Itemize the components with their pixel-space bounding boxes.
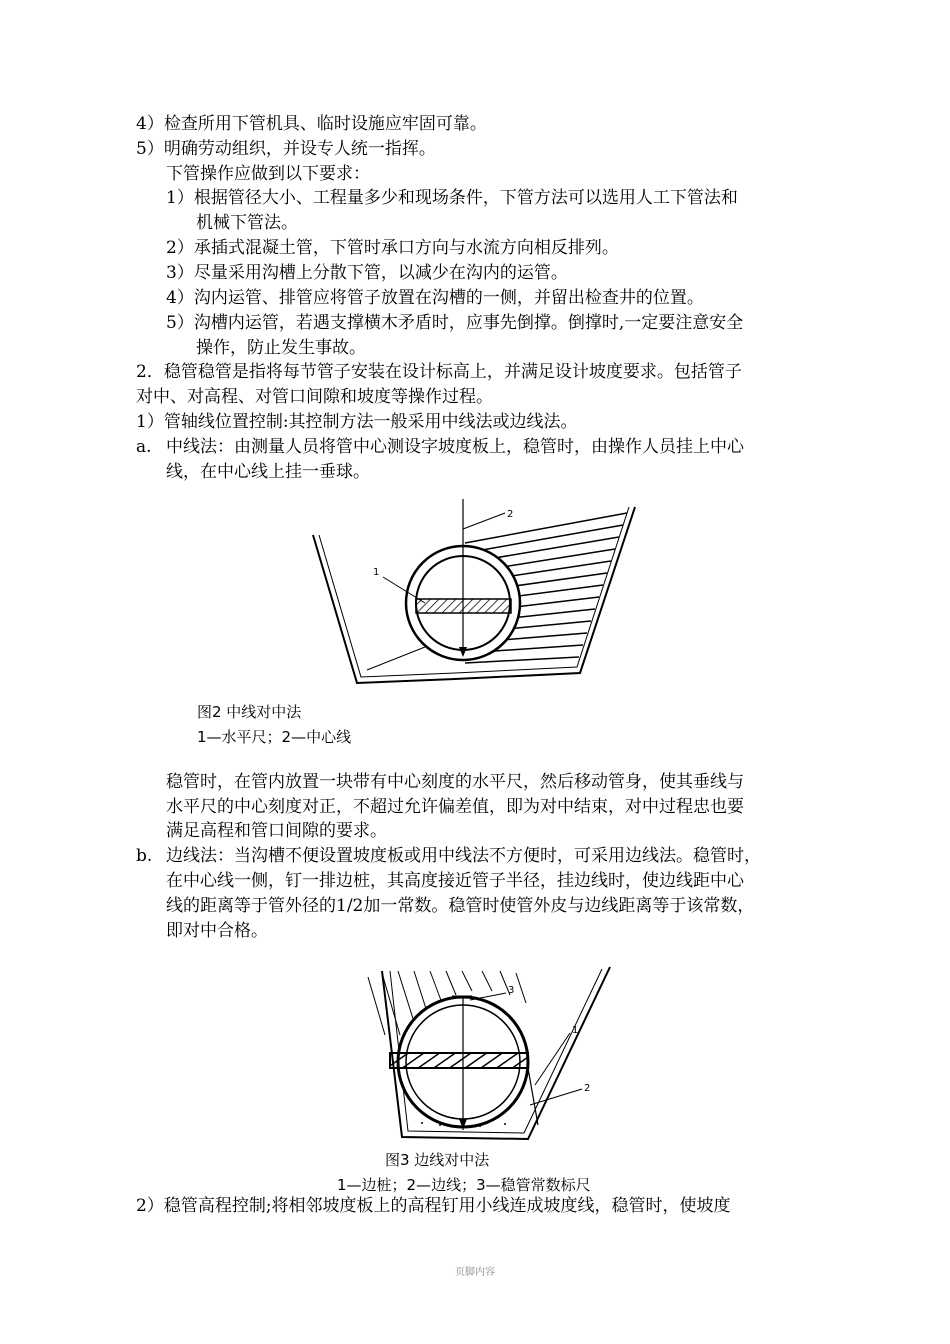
figure-2-diagram	[305, 495, 645, 705]
list-marker-a: a.	[136, 437, 152, 457]
list-marker-b: b.	[136, 846, 153, 866]
figure-3-label-3: 3	[508, 985, 515, 996]
text-line-18: 满足高程和管口间隙的要求。	[166, 821, 387, 841]
text-line-14: 中线法：由测量人员将管中心测设字坡度板上，稳管时，由操作人员挂上中心	[166, 437, 744, 457]
figure-3-label-1: 1	[572, 1025, 579, 1036]
text-line-22: 即对中合格。	[166, 921, 268, 941]
text-line-1: 4）检查所用下管机具、临时设施应牢固可靠。	[136, 114, 487, 134]
text-line-12: 对中、对高程、对管口间隙和坡度等操作过程。	[136, 387, 493, 407]
text-line-16: 稳管时，在管内放置一块带有中心刻度的水平尺，然后移动管身，使其垂线与	[166, 772, 744, 792]
text-line-6: 2）承插式混凝土管，下管时承口方向与水流方向相反排列。	[166, 238, 619, 258]
text-line-20: 在中心线一侧，钉一排边桩，其高度接近管子半径，挂边线时，使边线距中心	[166, 871, 744, 891]
text-line-10: 操作，防止发生事故。	[196, 338, 366, 358]
figure-3-caption: 图3 边线对中法	[385, 1151, 490, 1169]
text-line-23: 2）稳管高程控制;将相邻坡度板上的高程钉用小线连成坡度线，稳管时，使坡度	[136, 1196, 731, 1216]
figure-2-caption: 图2 中线对中法	[197, 703, 302, 721]
text-line-9: 5）沟槽内运管，若遇支撑横木矛盾时，应事先倒撑。倒撑时,一定要注意安全	[166, 313, 744, 333]
text-line-17: 水平尺的中心刻度对正，不超过允许偏差值，即为对中结束，对中过程忠也要	[166, 797, 744, 817]
text-line-3: 下管操作应做到以下要求：	[166, 164, 370, 184]
text-line-13: 1）管轴线位置控制:其控制方法一般采用中线法或边线法。	[136, 412, 578, 432]
figure-3-label-2: 2	[584, 1083, 591, 1094]
text-line-2: 5）明确劳动组织，并设专人统一指挥。	[136, 139, 436, 159]
figure-2-label-1: 1	[373, 567, 380, 578]
text-line-21: 线的距离等于管外径的1/2加一常数。稳管时使管外皮与边线距离等于该常数，	[166, 896, 755, 916]
text-line-7: 3）尽量采用沟槽上分散下管，以减少在沟内的运管。	[166, 263, 568, 283]
figure-3-diagram	[360, 965, 620, 1145]
figure-2-label-2: 2	[507, 509, 514, 520]
text-line-11: 2．稳管稳管是指将每节管子安装在设计标高上，并满足设计坡度要求。包括管子	[136, 362, 742, 382]
figure-3-legend: 1—边桩；2—边线；3—稳管常数标尺	[337, 1176, 591, 1194]
text-line-19: 边线法：当沟槽不便设置坡度板或用中线法不方便时，可采用边线法。稳管时，	[166, 846, 761, 866]
text-line-15: 线，在中心线上挂一垂球。	[166, 462, 370, 482]
text-line-4: 1）根据管径大小、工程量多少和现场条件，下管方法可以选用人工下管法和	[166, 188, 738, 208]
text-line-5: 机械下管法。	[196, 213, 298, 233]
page-footer: 页脚内容	[455, 1267, 495, 1278]
text-line-8: 4）沟内运管、排管应将管子放置在沟槽的一侧，并留出检查井的位置。	[166, 288, 704, 308]
figure-2-legend: 1—水平尺；2—中心线	[197, 728, 352, 746]
